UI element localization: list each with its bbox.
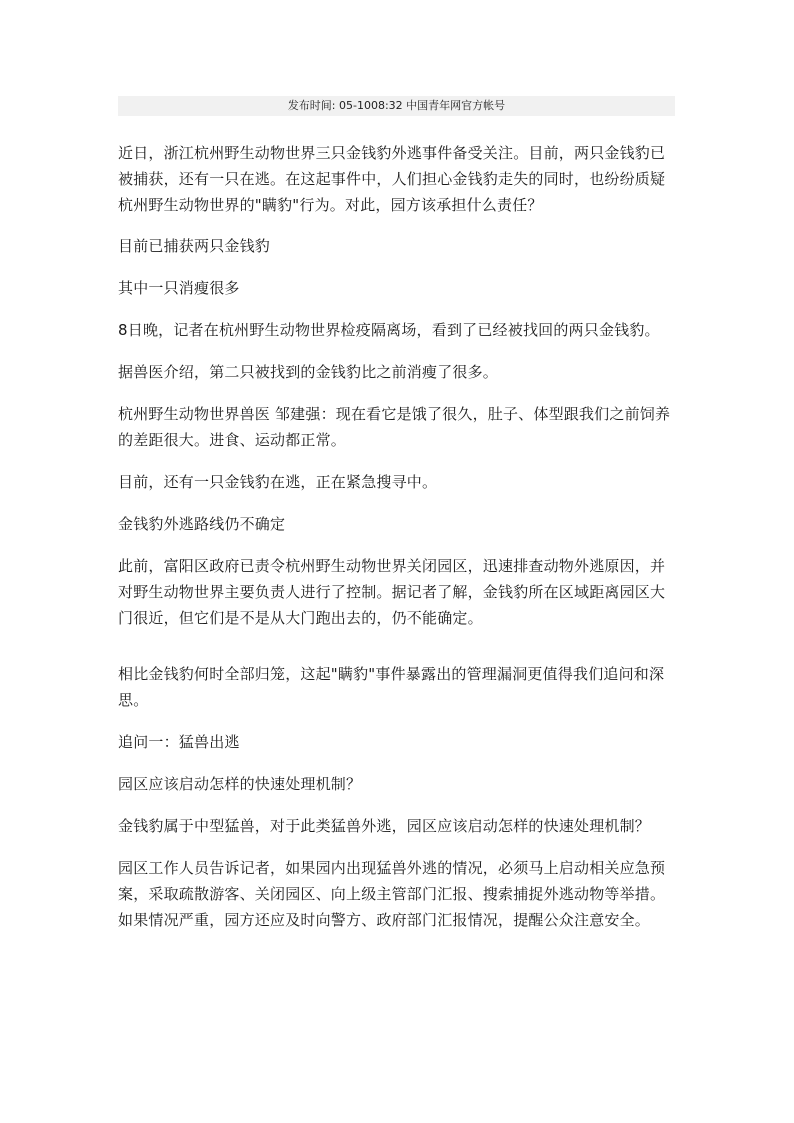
paragraph-mechanism-question: 金钱豹属于中型猛兽，对于此类猛兽外逃，园区应该启动怎样的快速处理机制？ [118, 817, 651, 835]
paragraph-reporter-visit: 8日晚，记者在杭州野生动物世界检疫隔离场，看到了已经被找回的两只金钱豹。 [118, 321, 660, 339]
publish-time-text: 发布时间: 05-1008:32 中国青年网官方帐号 [287, 99, 506, 112]
publish-info-bar [118, 96, 675, 116]
subheading-thin: 其中一只消瘦很多 [118, 279, 240, 297]
paragraph-emergency-plan: 园区工作人员告诉记者，如果园内出现猛兽外逃的情况，必须马上启动相关应急预案，采取疏散游客、关闭园区、向上级主管部门汇报、搜索捕捉外逃动物等举措。如果情况严重，园方还应及时向警方、政府部门汇报情况，提醒公众注意安全。 [118, 859, 666, 929]
paragraph-vet-quote: 杭州野生动物世界兽医 邹建强：现在看它是饿了很久，肚子、体型跟我们之前饲养的差距很大。进食、运动都正常。 [118, 405, 671, 449]
article-body [118, 140, 680, 933]
subheading-question-one: 追问一：猛兽出逃 [118, 733, 240, 751]
subheading-mechanism: 园区应该启动怎样的快速处理机制？ [118, 775, 362, 793]
subheading-captured: 目前已捕获两只金钱豹 [118, 237, 271, 255]
paragraph-intro: 近日，浙江杭州野生动物世界三只金钱豹外逃事件备受关注。目前，两只金钱豹已被捕获，还有一只在逃。在这起事件中，人们担心金钱豹走失的同时，也纷纷质疑杭州野生动物世界的"瞒豹"行为。对此，园方该承担什么责任？ [118, 144, 666, 214]
paragraph-reflection: 相比金钱豹何时全部归笼，这起"瞒豹"事件暴露出的管理漏洞更值得我们追问和深思。 [118, 665, 665, 709]
paragraph-government-action: 此前，富阳区政府已责令杭州野生动物世界关闭园区，迅速排查动物外逃原因，并对野生动物世界主要负责人进行了控制。据记者了解，金钱豹所在区域距离园区大门很近，但它们是不是从大门跑出去的，仍不能确定。 [118, 557, 666, 627]
subheading-route: 金钱豹外逃路线仍不确定 [118, 515, 286, 533]
paragraph-one-missing: 目前，还有一只金钱豹在逃，正在紧急搜寻中。 [118, 473, 438, 491]
paragraph-vet-intro: 据兽医介绍，第二只被找到的金钱豹比之前消瘦了很多。 [118, 363, 499, 381]
